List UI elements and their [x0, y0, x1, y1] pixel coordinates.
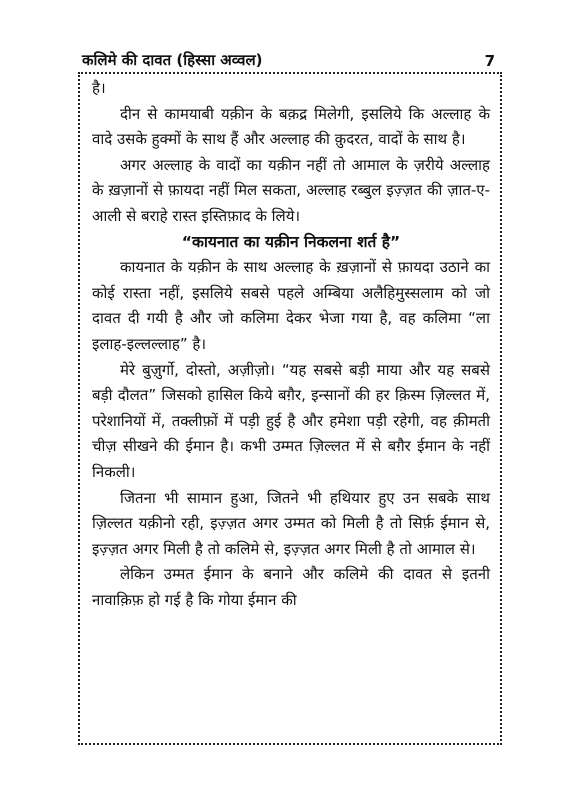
paragraph: दीन से कामयाबी यक़ीन के बक़द्र मिलेगी, इसलिये कि अल्लाह के वादे उसके हुक्मों के साथ हैं और अल्लाह की क़ुदरत, वादों के साथ है। — [92, 104, 490, 149]
page-number: 7 — [484, 52, 495, 70]
section-heading: “कायनात का यक़ीन निकलना शर्त है” — [181, 232, 401, 251]
paragraph: जितना भी सामान हुआ, जितने भी हथियार हुए उन सबके साथ ज़िल्लत यक़ीनो रही, इज़्ज़त अगर उम्मत को मिली है तो सिर्फ़ ईमान से, इज़्ज़त अगर मिली है तो कलिमे से, इज़्ज़त अगर मिली है तो आमाल से। — [92, 488, 490, 558]
paragraph: अगर अल्लाह के वादों का यक़ीन नहीं तो आमाल के ज़रीये अल्लाह के ख़ज़ानों से फ़ायदा नहीं मिल सकता, अल्लाह रब्बुल इज़्ज़त की ज़ात-ए-आली से बराहे रास्त इस्तिफ़ाद के लिये। — [92, 155, 490, 225]
paragraph: लेकिन उम्मत ईमान के बनाने और कलिमे की दावत से इतनी नावाक़िफ़ हो गई है कि गोया ईमान की — [92, 565, 490, 609]
page-body — [92, 76, 490, 613]
paragraph-continuation: है। — [92, 79, 106, 97]
paragraph: मेरे बुज़ुर्गो, दोस्तो, अज़ीज़ो। “यह सबसे बड़ी माया और यह सबसे बड़ी दौलत” जिसको हासिल किये बग़ैर, इन्सानों की हर क़िस्म ज़िल्लत में, परेशानियों में, तक्लीफ़ों में पड़ी हुई है और हमेशा पड़ी रहेगी, वह क़ीमती चीज़ सीखने की ईमान है। कभी उम्मत ज़िल्लत में से बग़ैर ईमान के नहीं निकली। — [92, 360, 490, 481]
book-title: कलिमे की दावत (हिस्सा अव्वल) — [82, 51, 263, 69]
paragraph: कायनात के यक़ीन के साथ अल्लाह के ख़ज़ानों से फ़ायदा उठाने का कोई रास्ता नहीं, इसलिये सबसे पहले अम्बिया अलैहिमुस्सलाम को जो दावत दी गयी है और जो कलिमा देकर भेजा गया है, वह कलिमा “ला इलाह-इल्लल्लाह” है। — [92, 258, 490, 353]
page-header — [82, 48, 495, 70]
